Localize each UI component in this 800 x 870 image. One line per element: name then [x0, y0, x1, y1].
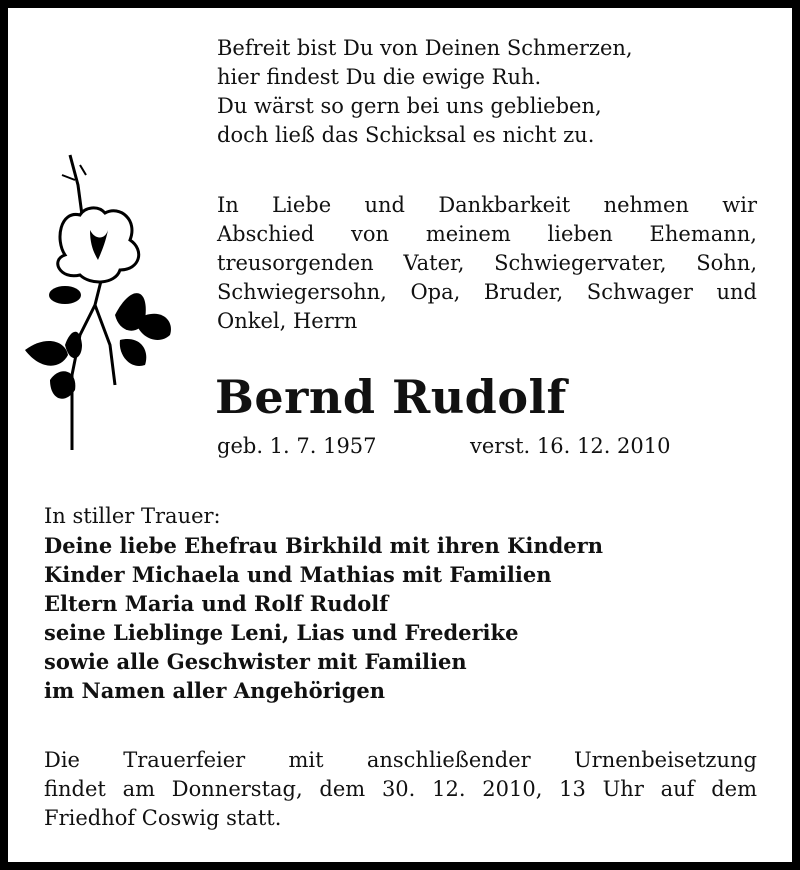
service-info: [44, 746, 757, 833]
mourners-section: [44, 502, 603, 705]
poem: [217, 34, 633, 150]
birth-date: geb. 1. 7. 1957: [217, 434, 377, 458]
intro-text: [217, 191, 757, 336]
death-date: verst. 16. 12. 2010: [470, 434, 671, 458]
mourner-line: seine Lieblinge Leni, Lias und Frederike: [44, 620, 519, 645]
intro-line: Schwiegersohn, Opa, Bruder, Schwager und: [217, 280, 757, 304]
poem-line: Befreit bist Du von Deinen Schmerzen,: [217, 36, 633, 60]
poem-line: Du wärst so gern bei uns geblieben,: [217, 94, 602, 118]
poem-line: hier findest Du die ewige Ruh.: [217, 65, 542, 89]
service-line: Die Trauerfeier mit anschließender Urnenbeisetzung: [44, 748, 757, 772]
mourning-heading: In stiller Trauer:: [44, 504, 221, 528]
mourner-line: Deine liebe Ehefrau Birkhild mit ihren Kindern: [44, 533, 603, 558]
intro-line: treusorgenden Vater, Schwiegervater, Sohn,: [217, 251, 757, 275]
intro-line: Onkel, Herrn: [217, 309, 358, 333]
deceased-name: Bernd Rudolf: [215, 370, 567, 424]
service-line: findet am Donnerstag, dem 30. 12. 2010, 13 Uhr auf dem: [44, 777, 757, 801]
poem-line: doch ließ das Schicksal es nicht zu.: [217, 123, 595, 147]
rose-icon: [20, 145, 180, 455]
service-line: Friedhof Coswig statt.: [44, 806, 282, 830]
intro-line: In Liebe und Dankbarkeit nehmen wir: [217, 193, 757, 217]
mourner-line: Kinder Michaela und Mathias mit Familien: [44, 562, 552, 587]
mourner-line: Eltern Maria und Rolf Rudolf: [44, 591, 389, 616]
mourner-line: sowie alle Geschwister mit Familien: [44, 649, 467, 674]
mourner-line: im Namen aller Angehörigen: [44, 678, 386, 703]
intro-line: Abschied von meinem lieben Ehemann,: [217, 222, 757, 246]
